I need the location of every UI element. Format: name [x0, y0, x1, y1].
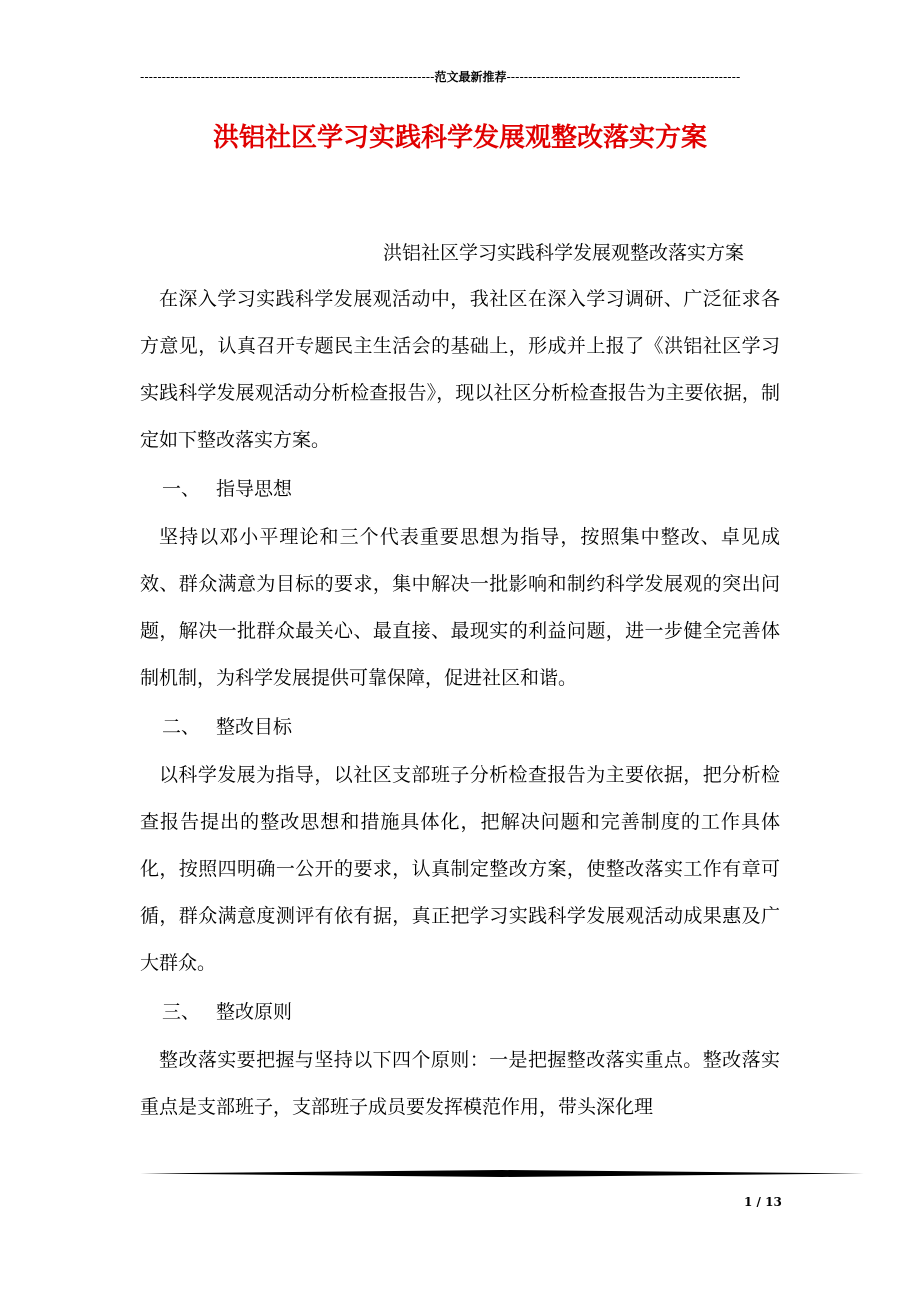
- section-title: 指导思想: [216, 478, 293, 500]
- intro-paragraph: 在深入学习实践科学发展观活动中，我社区在深入学习调研、广泛征求各方意见，认真召开专题民主生活会的基础上，形成并上报了《洪铝社区学习实践科学发展观活动分析检查报告》，现以社区分析检查报告为主要依据，制定如下整改落实方案。: [140, 288, 780, 451]
- page-number: 1 / 13: [744, 1195, 782, 1209]
- section-number: 二、: [162, 716, 201, 738]
- footer-rule: [140, 1170, 864, 1177]
- page-header: [140, 70, 780, 84]
- target-paragraph: 以科学发展为指导，以社区支部班子分析检查报告为主要依据，把分析检查报告提出的整改思想和措施具体化，把解决问题和完善制度的工作具体化，按照四明确一公开的要求，认真制定整改方案，使整改落实工作有章可循，群众满意度测评有依有据，真正把学习实践科学发展观活动成果惠及广大群众。: [140, 764, 780, 974]
- section-number: 三、: [162, 1001, 201, 1023]
- section-title: 整改目标: [216, 716, 293, 738]
- section-heading-target: [140, 702, 780, 752]
- document-subtitle: 洪铝社区学习实践科学发展观整改落实方案: [382, 242, 744, 264]
- section-title: 整改原则: [216, 1001, 293, 1023]
- section-number: 一、: [162, 478, 201, 500]
- header-left-dashes: --------------------------------------------------------------------: [140, 70, 435, 84]
- section-heading-principle: [140, 987, 780, 1037]
- principle-paragraph: 整改落实要把握与坚持以下四个原则：一是把握整改落实重点。整改落实重点是支部班子，支部班子成员要发挥模范作用，带头深化理: [140, 1049, 780, 1118]
- header-label: 范文最新推荐: [434, 70, 507, 84]
- document-body: [140, 230, 780, 1131]
- document-title: 洪铝社区学习实践科学发展观整改落实方案: [212, 123, 707, 153]
- guiding-paragraph: 坚持以邓小平理论和三个代表重要思想为指导，按照集中整改、卓见成效、群众满意为目标的要求，集中解决一批影响和制约科学发展观的突出问题，解决一批群众最关心、最直接、最现实的利益问题，进一步健全完善体制机制，为科学发展提供可靠保障，促进社区和谐。: [140, 526, 780, 689]
- header-right-dashes: ------------------------------------------------------: [506, 70, 741, 84]
- section-heading-guiding: [140, 464, 780, 514]
